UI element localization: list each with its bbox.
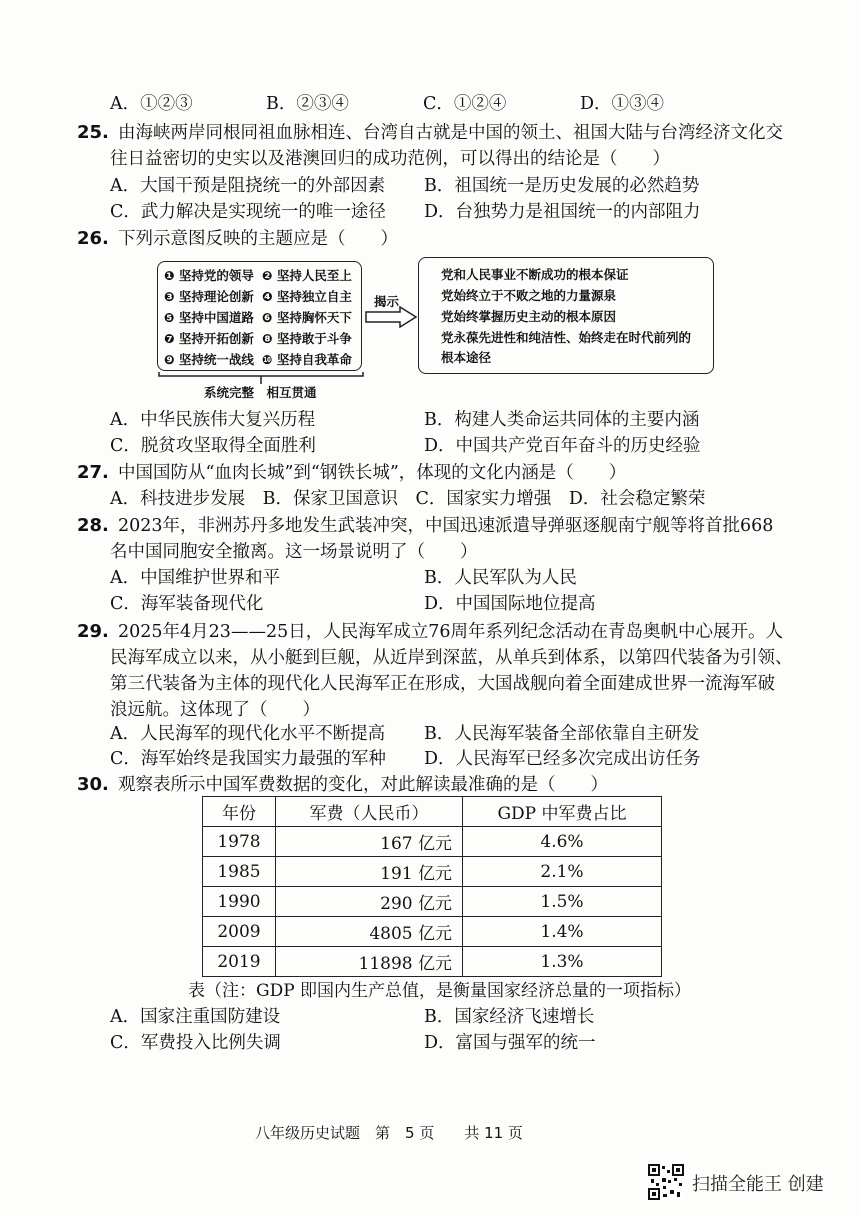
- q30-option-b: B．国家经济飞速增长: [424, 1007, 595, 1027]
- table-row: [203, 947, 662, 977]
- principle-item: ❶ 坚持党的领导: [164, 268, 254, 283]
- q28-stem-line2: 名中国同胞安全撤离。这一场景说明了（ ）: [110, 542, 478, 562]
- q28-option-c: C．海军装备现代化: [110, 594, 264, 614]
- q30-option-d: D．富国与强军的统一: [424, 1033, 596, 1053]
- q30-option-a: A．国家注重国防建设: [110, 1007, 281, 1027]
- cell-gdp-share: 1.5%: [463, 887, 662, 917]
- principle-item: ❸ 坚持理论创新: [164, 289, 254, 304]
- cell-gdp-share: 1.4%: [463, 917, 662, 947]
- principle-item: ❼ 坚持开拓创新: [164, 331, 254, 346]
- qr-code-icon: [648, 1164, 684, 1200]
- meaning-item: 根本途径: [441, 350, 492, 365]
- table-row: [203, 917, 662, 947]
- principle-item: ❽ 坚持敢于斗争: [262, 331, 352, 346]
- q25-option-a: A．大国干预是阻挠统一的外部因素: [110, 176, 386, 196]
- q29-option-b: B．人民海军装备全部依靠自主研发: [424, 724, 700, 744]
- q27-number: 27.: [77, 462, 109, 483]
- q30-number: 30.: [77, 774, 109, 795]
- q24-option-b: B．②③④: [266, 94, 349, 114]
- table-row: [203, 887, 662, 917]
- q29-number: 29.: [77, 621, 109, 642]
- principle-item: ❿ 坚持自我革命: [262, 352, 352, 367]
- cell-year: 1990: [203, 887, 276, 917]
- principle-item: ❻ 坚持胸怀天下: [262, 310, 352, 325]
- meaning-item: 党始终掌握历史主动的根本原因: [441, 309, 617, 324]
- cell-spending: 4805 亿元: [276, 917, 463, 947]
- q30-stem: 观察表所示中国军费数据的变化，对此解读最准确的是（ ）: [118, 775, 608, 795]
- q28-option-b: B．人民军队为人民: [424, 568, 577, 588]
- q25-stem-line2: 往日益密切的史实以及港澳回归的成功范例，可以得出的结论是（ ）: [110, 149, 670, 169]
- arrow-label: 揭示: [374, 294, 400, 309]
- meaning-item: 党和人民事业不断成功的根本保证: [441, 267, 629, 282]
- q27-options: A．科技进步发展 B．保家卫国意识 C．国家实力增强 D．社会稳定繁荣: [110, 489, 706, 509]
- q26-option-c: C．脱贫攻坚取得全面胜利: [110, 436, 316, 456]
- q29-stem-line3: 第三代装备为主体的现代化人民海军正在形成，大国战舰向着全面建成世界一流海军破: [110, 674, 775, 694]
- cell-year: 1985: [203, 857, 276, 887]
- military-spending-table: [202, 796, 662, 977]
- q24-option-a: A．①②③: [110, 94, 193, 114]
- q25-option-b: B．祖国统一是历史发展的必然趋势: [424, 176, 700, 196]
- cell-year: 2009: [203, 917, 276, 947]
- q24-option-d: D．①③④: [580, 94, 665, 114]
- cell-year: 2019: [203, 947, 276, 977]
- q24-option-c: C．①②④: [423, 94, 507, 114]
- cell-spending: 11898 亿元: [276, 947, 463, 977]
- q26-stem: 下列示意图反映的主题应是（ ）: [118, 229, 398, 249]
- cell-gdp-share: 2.1%: [463, 857, 662, 887]
- q25-number: 25.: [77, 122, 109, 143]
- header-spending: 军费（人民币）: [276, 797, 463, 827]
- header-gdp-share: GDP 中军费占比: [463, 797, 662, 827]
- q29-option-c: C．海军始终是我国实力最强的军种: [110, 749, 386, 769]
- header-year: 年份: [203, 797, 276, 827]
- q29-option-d: D．人民海军已经多次完成出访任务: [424, 749, 701, 769]
- q29-stem-line1: 2025年4月23——25日，人民海军成立76周年系列纪念活动在青岛奥帆中心展开。人: [118, 622, 783, 642]
- principle-item: ❷ 坚持人民至上: [262, 268, 352, 283]
- q25-option-d: D．台独势力是祖国统一的内部阻力: [424, 202, 701, 222]
- arrow-right-icon: [364, 306, 418, 328]
- q28-stem-line1: 2023年，非洲苏丹多地发生武装冲突，中国迅速派遣导弹驱逐舰南宁舰等将首批668: [118, 516, 774, 536]
- q26-number: 26.: [77, 228, 109, 249]
- page-footer: 八年级历史试题 第 5 页 共 11 页: [255, 1124, 523, 1142]
- cell-gdp-share: 4.6%: [463, 827, 662, 857]
- table-row: [203, 827, 662, 857]
- meaning-item: 党始终立于不败之地的力量源泉: [441, 288, 617, 303]
- cell-spending: 290 亿元: [276, 887, 463, 917]
- q28-option-a: A．中国维护世界和平: [110, 568, 281, 588]
- cell-year: 1978: [203, 827, 276, 857]
- q26-option-d: D．中国共产党百年奋斗的历史经验: [424, 436, 701, 456]
- table-caption: 表（注：GDP 即国内生产总值，是衡量国家经济总量的一项指标）: [188, 981, 692, 1001]
- principle-item: ❺ 坚持中国道路: [164, 310, 254, 325]
- q28-option-d: D．中国国际地位提高: [424, 594, 596, 614]
- q29-stem-line4: 浪远航。这体现了（ ）: [110, 700, 320, 720]
- q28-number: 28.: [77, 515, 109, 536]
- q25-stem-line1: 由海峡两岸同根同祖血脉相连、台湾自古就是中国的领土、祖国大陆与台湾经济文化交: [118, 123, 783, 143]
- scanner-watermark: 扫描全能王 创建: [692, 1174, 824, 1195]
- meaning-box: [418, 257, 714, 374]
- q29-option-a: A．人民海军的现代化水平不断提高: [110, 724, 386, 744]
- q26-option-a: A．中华民族伟大复兴历程: [110, 410, 316, 430]
- q29-stem-line2: 民海军成立以来，从小艇到巨舰，从近岸到深蓝，从单兵到体系，以第四代装备为引领、: [110, 648, 793, 668]
- q25-option-c: C．武力解决是实现统一的唯一途径: [110, 202, 386, 222]
- cell-spending: 191 亿元: [276, 857, 463, 887]
- table-header-row: [203, 797, 662, 827]
- principle-item: ❾ 坚持统一战线: [164, 352, 254, 367]
- cell-gdp-share: 1.3%: [463, 947, 662, 977]
- table-row: [203, 857, 662, 887]
- diagram-caption: 系统完整 相互贯通: [204, 385, 317, 400]
- principles-box: [157, 261, 362, 371]
- meaning-item: 党永葆先进性和纯洁性、始终走在时代前列的: [441, 330, 692, 345]
- cell-spending: 167 亿元: [276, 827, 463, 857]
- q26-option-b: B．构建人类命运共同体的主要内涵: [424, 410, 700, 430]
- q27-stem: 中国国防从“血肉长城”到“钢铁长城”，体现的文化内涵是（ ）: [118, 463, 627, 483]
- principle-item: ❹ 坚持独立自主: [262, 289, 352, 304]
- q30-option-c: C．军费投入比例失调: [110, 1033, 281, 1053]
